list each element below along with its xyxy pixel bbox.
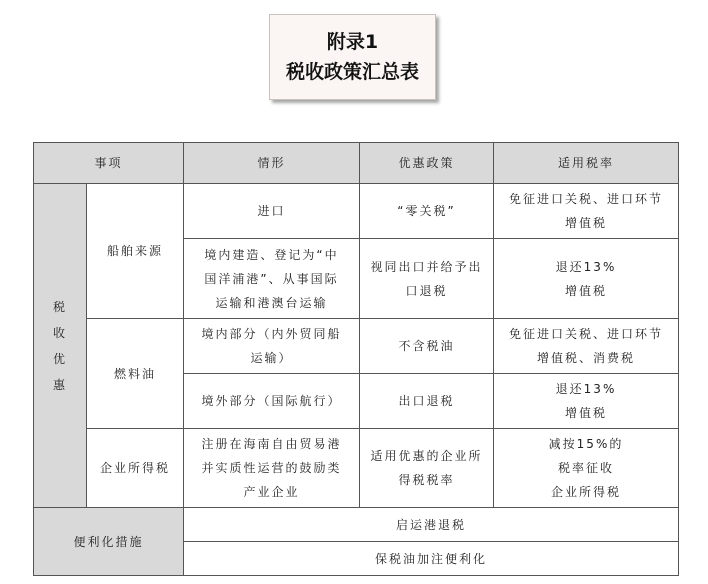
rate-line: 增值税	[565, 283, 608, 298]
policy-line: 适用优惠的企业所	[370, 449, 483, 463]
policy-line: 得税税率	[398, 473, 455, 487]
table-row	[34, 429, 679, 508]
header-policy: 优惠政策	[360, 143, 494, 184]
situation-cell	[184, 239, 360, 319]
policy-cell	[360, 374, 494, 429]
situation-line: 境内部分（内外贸同船	[201, 327, 342, 341]
rate-cell	[494, 239, 679, 319]
tax-policy-table	[33, 142, 679, 576]
table-row	[34, 184, 679, 239]
rate-cell	[494, 184, 679, 239]
facilitation-label: 便利化措施	[34, 508, 184, 576]
category-ship-source: 船舶来源	[87, 184, 184, 319]
rate-line: 企业所得税	[551, 485, 622, 499]
situation-cell	[184, 374, 360, 429]
policy-cell	[360, 429, 494, 508]
situation-cell	[184, 429, 360, 508]
rate-line: 免征进口关税、进口环节	[509, 192, 664, 206]
situation-line: 境内建造、登记为“中	[204, 247, 339, 262]
header-situation: 情形	[184, 143, 360, 184]
table-title: 税收政策汇总表	[285, 61, 419, 83]
situation-line: 产业企业	[243, 485, 300, 499]
situation-line: 进口	[257, 204, 286, 218]
situation-line: 国洋浦港”、从事国际	[204, 271, 339, 286]
rate-line: 增值税	[565, 216, 608, 230]
situation-line: 境外部分（国际航行）	[201, 394, 342, 408]
appendix-label: 附录1	[326, 31, 379, 53]
rate-line: 免征进口关税、进口环节	[509, 327, 664, 341]
header-item: 事项	[34, 143, 184, 184]
rate-line: 税率征收	[558, 461, 615, 475]
rate-line: 退还13%	[555, 259, 617, 274]
rate-cell	[494, 319, 679, 374]
policy-cell	[360, 319, 494, 374]
category-fuel-oil: 燃料油	[87, 319, 184, 429]
facilitation-item: 保税油加注便利化	[184, 542, 679, 576]
policy-cell	[360, 184, 494, 239]
group-label-tax-preference	[34, 184, 87, 508]
rate-cell	[494, 374, 679, 429]
policy-line: 不含税油	[398, 339, 455, 353]
situation-cell	[184, 319, 360, 374]
group-label-char: 税	[52, 299, 67, 314]
situation-cell	[184, 184, 360, 239]
situation-line: 并实质性运营的鼓励类	[201, 461, 342, 475]
appendix-title-box	[269, 14, 436, 100]
policy-line: 口退税	[405, 283, 448, 298]
rate-line: 增值税	[565, 406, 608, 420]
facilitation-item: 启运港退税	[184, 508, 679, 542]
policy-line: 视同出口并给予出	[370, 259, 483, 274]
situation-line: 注册在海南自由贸易港	[201, 437, 342, 451]
table-row	[34, 508, 679, 542]
policy-cell	[360, 239, 494, 319]
policy-line: 出口退税	[398, 394, 455, 408]
table-row	[34, 319, 679, 374]
category-corporate-income-tax: 企业所得税	[87, 429, 184, 508]
rate-cell	[494, 429, 679, 508]
group-label-char: 优	[52, 351, 67, 366]
group-label-char: 惠	[52, 377, 67, 392]
situation-line: 运输）	[250, 351, 293, 365]
rate-line: 增值税、消费税	[537, 351, 636, 365]
group-label-char: 收	[52, 325, 67, 340]
header-row	[34, 143, 679, 184]
policy-line: “零关税”	[397, 204, 456, 218]
rate-line: 退还13%	[555, 382, 617, 396]
header-rate: 适用税率	[494, 143, 679, 184]
rate-line: 减按15%的	[548, 437, 624, 451]
situation-line: 运输和港澳台运输	[215, 295, 328, 310]
